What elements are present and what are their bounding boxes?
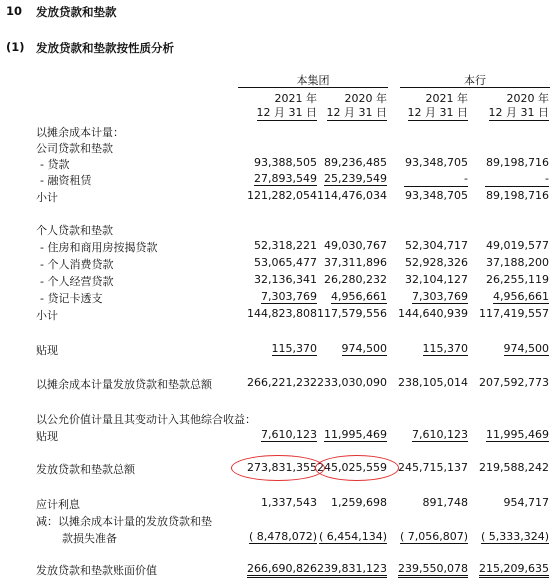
cell-provision-4: ( 5,333,324) — [480, 530, 549, 543]
cell-discount-1: 115,370 — [271, 342, 317, 355]
header-bank-rule — [400, 87, 550, 88]
cell-gross-total-3: 245,715,137 — [398, 461, 468, 474]
cell-discount-4: 974,500 — [503, 342, 549, 355]
cell-book-value-4: 215,209,635 — [479, 562, 549, 578]
cell-amortized-total-3: 238,105,014 — [398, 376, 468, 389]
cell-subtotal2-3: 144,640,939 — [398, 307, 468, 320]
cell-gross-total-1: 273,831,355 — [247, 461, 317, 474]
cell-business-2: 26,280,232 — [324, 273, 387, 286]
row-label-leasing: - 融资租赁 — [40, 174, 92, 187]
row-label-loans: - 贷款 — [40, 158, 70, 171]
header-year-4: 2020 年 — [506, 92, 549, 105]
cell-consumer-3: 52,928,326 — [405, 256, 468, 269]
cell-discount2-1: 7,610,123 — [261, 428, 317, 441]
cell-subtotal1-1: 121,282,054 — [247, 189, 317, 202]
row-label-amortized-total: 以摊余成本计量发放贷款和垫款总额 — [36, 378, 212, 391]
header-date-3: 12 月 31 日 — [407, 106, 468, 119]
section-title: 发放贷款和垫款 — [36, 5, 117, 19]
cell-amortized-total-1: 266,221,232 — [247, 376, 317, 389]
row-label-mortgage: - 住房和商用房按揭贷款 — [40, 241, 158, 254]
header-date-1: 12 月 31 日 — [256, 106, 317, 119]
row-label-provision-line1: 减：以摊余成本计量的发放贷款和垫 — [36, 515, 212, 528]
cell-card-3: 7,303,769 — [412, 290, 468, 303]
cell-subtotal2-4: 117,419,557 — [479, 307, 549, 320]
header-year-3: 2021 年 — [425, 92, 468, 105]
cell-leasing-1: 27,893,549 — [254, 172, 317, 185]
header-year-1: 2021 年 — [274, 92, 317, 105]
header-group-rule — [238, 87, 388, 88]
cell-book-value-1: 266,690,826 — [247, 562, 317, 578]
row-label-book-value: 发放贷款和垫款账面价值 — [36, 564, 157, 577]
subsection-title: 发放贷款和垫款按性质分析 — [36, 41, 174, 55]
cell-leasing-4: - — [545, 172, 549, 185]
cell-leasing-2: 25,239,549 — [324, 172, 387, 185]
cell-mortgage-3: 52,304,717 — [405, 239, 468, 252]
cell-card-4: 4,956,661 — [493, 290, 549, 303]
row-label-discount2: 贴现 — [36, 430, 58, 443]
cell-amortized-total-4: 207,592,773 — [479, 376, 549, 389]
cell-consumer-2: 37,311,896 — [324, 256, 387, 269]
cell-loans-1: 93,388,505 — [254, 156, 317, 169]
cell-discount2-4: 11,995,469 — [486, 428, 549, 441]
row-label-provision-line2: 款损失准备 — [62, 532, 117, 545]
cell-card-2: 4,956,661 — [331, 290, 387, 303]
subsection-number: (1) — [6, 40, 25, 54]
cell-provision-2: ( 6,454,134) — [318, 530, 387, 543]
cell-provision-1: ( 8,478,072) — [248, 530, 317, 543]
cell-book-value-3: 239,550,078 — [398, 562, 468, 578]
row-label-gross-total: 发放贷款和垫款总额 — [36, 463, 135, 476]
cell-consumer-4: 37,188,200 — [486, 256, 549, 269]
cell-interest-3: 891,748 — [422, 496, 468, 509]
cell-loans-4: 89,198,716 — [486, 156, 549, 169]
header-year-2: 2020 年 — [344, 92, 387, 105]
cell-mortgage-1: 52,318,221 — [254, 239, 317, 252]
cell-subtotal1-2: 114,476,034 — [317, 189, 387, 202]
cell-mortgage-4: 49,019,577 — [486, 239, 549, 252]
cell-interest-2: 1,259,698 — [331, 496, 387, 509]
cell-card-1: 7,303,769 — [261, 290, 317, 303]
cell-business-4: 26,255,119 — [486, 273, 549, 286]
cell-discount-3: 115,370 — [422, 342, 468, 355]
header-date-4: 12 月 31 日 — [488, 106, 549, 119]
cell-discount2-2: 11,995,469 — [324, 428, 387, 441]
header-date-2: 12 月 31 日 — [326, 106, 387, 119]
cell-loans-2: 89,236,485 — [324, 156, 387, 169]
row-label-discount: 贴现 — [36, 344, 58, 357]
cell-gross-total-2: 245,025,559 — [317, 461, 387, 474]
row-label-interest: 应计利息 — [36, 498, 80, 511]
cell-interest-1: 1,337,543 — [261, 496, 317, 509]
amortized-title: 以摊余成本计量： — [36, 126, 124, 139]
cell-interest-4: 954,717 — [503, 496, 549, 509]
section-number: 10 — [6, 4, 23, 18]
header-bank: 本行 — [464, 74, 486, 87]
leasing-rule-3 — [404, 186, 468, 187]
cell-gross-total-4: 219,588,242 — [479, 461, 549, 474]
cell-subtotal2-2: 117,579,556 — [317, 307, 387, 320]
cell-subtotal2-1: 144,823,808 — [247, 307, 317, 320]
leasing-rule-4 — [485, 186, 549, 187]
header-group: 本集团 — [296, 74, 330, 87]
highlight-oval-1 — [231, 455, 325, 481]
row-label-subtotal2: 小计 — [36, 309, 58, 322]
cell-mortgage-2: 49,030,767 — [324, 239, 387, 252]
cell-loans-3: 93,348,705 — [405, 156, 468, 169]
cell-business-1: 32,136,341 — [254, 273, 317, 286]
cell-provision-3: ( 7,056,807) — [399, 530, 468, 543]
highlight-oval-2 — [315, 455, 399, 481]
cell-discount2-3: 7,610,123 — [412, 428, 468, 441]
row-label-business: - 个人经营贷款 — [40, 275, 114, 288]
cell-leasing-3: - — [464, 172, 468, 185]
cell-consumer-1: 53,065,477 — [254, 256, 317, 269]
row-label-card: - 贷记卡透支 — [40, 292, 103, 305]
cell-amortized-total-2: 233,030,090 — [317, 376, 387, 389]
corporate-title: 公司贷款和垫款 — [36, 142, 113, 155]
row-label-consumer: - 个人消费贷款 — [40, 258, 114, 271]
cell-book-value-2: 239,831,123 — [317, 562, 387, 578]
cell-business-3: 32,104,127 — [405, 273, 468, 286]
row-label-subtotal1: 小计 — [36, 191, 58, 204]
cell-subtotal1-3: 93,348,705 — [405, 189, 468, 202]
personal-title: 个人贷款和垫款 — [36, 224, 113, 237]
cell-subtotal1-4: 89,198,716 — [486, 189, 549, 202]
cell-discount-2: 974,500 — [341, 342, 387, 355]
fvoci-title: 以公允价值计量且其变动计入其他综合收益： — [36, 413, 256, 426]
